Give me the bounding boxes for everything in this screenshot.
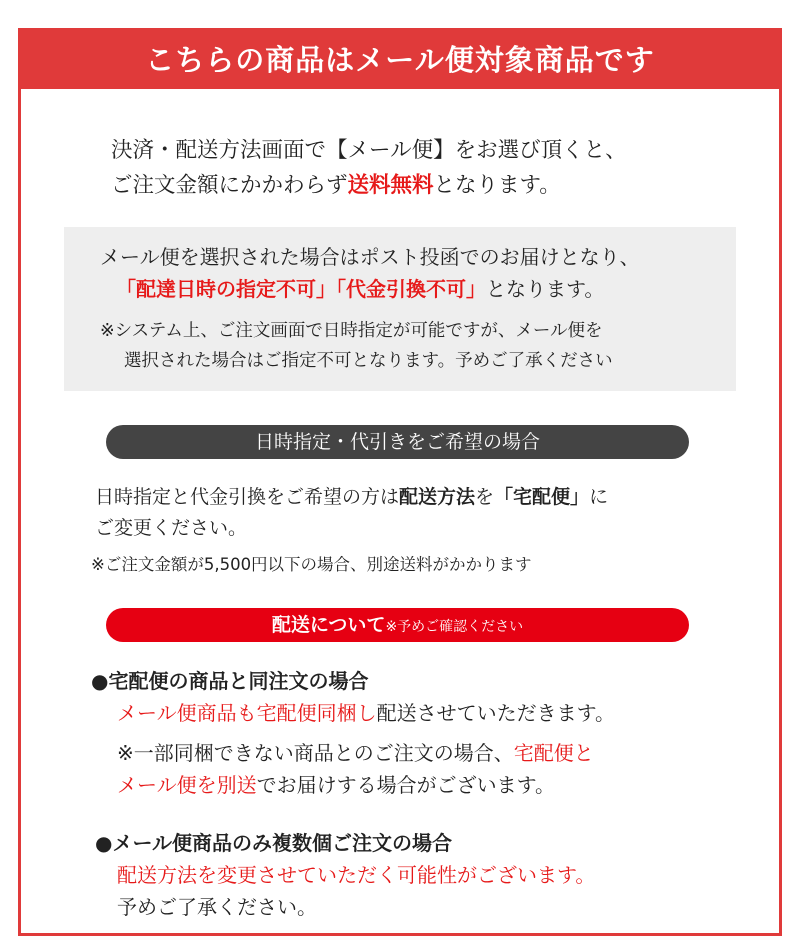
restriction-note-1: ※システム上、ご注文画面で日時指定が可能ですが、メール便を: [100, 321, 603, 341]
bullet-combined-order-line-1: [117, 697, 615, 729]
bullet-combined-order-line-1-post: 配送させていただきます。: [376, 701, 616, 725]
date-cod-line-1: [95, 482, 608, 513]
intro-line-2: [111, 168, 627, 203]
separate-shipping-emphasis-1: 宅配便と: [513, 741, 594, 765]
bullet-combined-order-line-2: [117, 737, 594, 769]
bullet-combined-order-line-3: [117, 769, 555, 801]
intro-line-2-post: となります。: [433, 173, 561, 198]
section-title-delivery: [106, 608, 689, 642]
intro-text: [111, 133, 627, 203]
separate-shipping-emphasis-2: メール便を別送: [117, 773, 257, 797]
delivery-title-note: ※予めご確認ください: [385, 619, 524, 635]
intro-line-2-pre: ご注文金額にかかわらず: [111, 173, 348, 198]
delivery-method-emphasis: 配送方法: [399, 486, 476, 508]
section-title-date-cod: 日時指定・代引きをご希望の場合: [106, 425, 689, 459]
date-cod-line-1-pre: 日時指定と代金引換をご希望の方は: [95, 486, 400, 508]
restriction-note-2: 選択された場合はご指定不可となります。予めご了承ください: [124, 351, 613, 371]
bundled-shipping-emphasis: メール便商品も宅配便同梱し: [117, 701, 377, 725]
date-cod-line-1-post: に: [589, 486, 609, 508]
intro-line-1: 決済・配送方法画面で【メール便】をお選び頂くと、: [111, 138, 627, 163]
delivery-title: 配送について: [271, 614, 386, 636]
date-cod-line-1-mid: を: [475, 486, 495, 508]
bullet-combined-order-line-2-pre: ※一部同梱できない商品とのご注文の場合、: [117, 741, 514, 765]
bullet-combined-order-line-3-post: でお届けする場合がございます。: [256, 773, 556, 797]
restriction-line-2-post: となります。: [486, 277, 605, 301]
bullet-multiple-items-heading: ●メール便商品のみ複数個ご注文の場合: [95, 831, 453, 855]
shipping-fee-note: ※ご注文金額が5,500円以下の場合、別途送料がかかります: [91, 555, 532, 574]
restriction-emphasis: 「配達日時の指定不可」「代金引換不可」: [116, 277, 486, 301]
bullet-multiple-items-closing: 予めご了承ください。: [117, 895, 317, 919]
takuhaibin-emphasis: 「宅配便」: [494, 486, 590, 508]
restriction-line-2: [116, 273, 604, 305]
date-cod-text: [95, 482, 608, 544]
restriction-line-1: メール便を選択された場合はポスト投函でのお届けとなり、: [100, 245, 640, 269]
bullet-combined-order-heading: ●宅配便の商品と同注文の場合: [91, 669, 369, 693]
notice-header: こちらの商品はメール便対象商品です: [21, 31, 779, 89]
mail-delivery-notice: [18, 28, 782, 936]
date-cod-line-2: ご変更ください。: [95, 517, 248, 539]
method-change-emphasis: 配送方法を変更させていただく可能性がございます。: [117, 863, 596, 887]
free-shipping-emphasis: 送料無料: [347, 173, 434, 198]
mail-delivery-restrictions-box: [64, 227, 736, 391]
